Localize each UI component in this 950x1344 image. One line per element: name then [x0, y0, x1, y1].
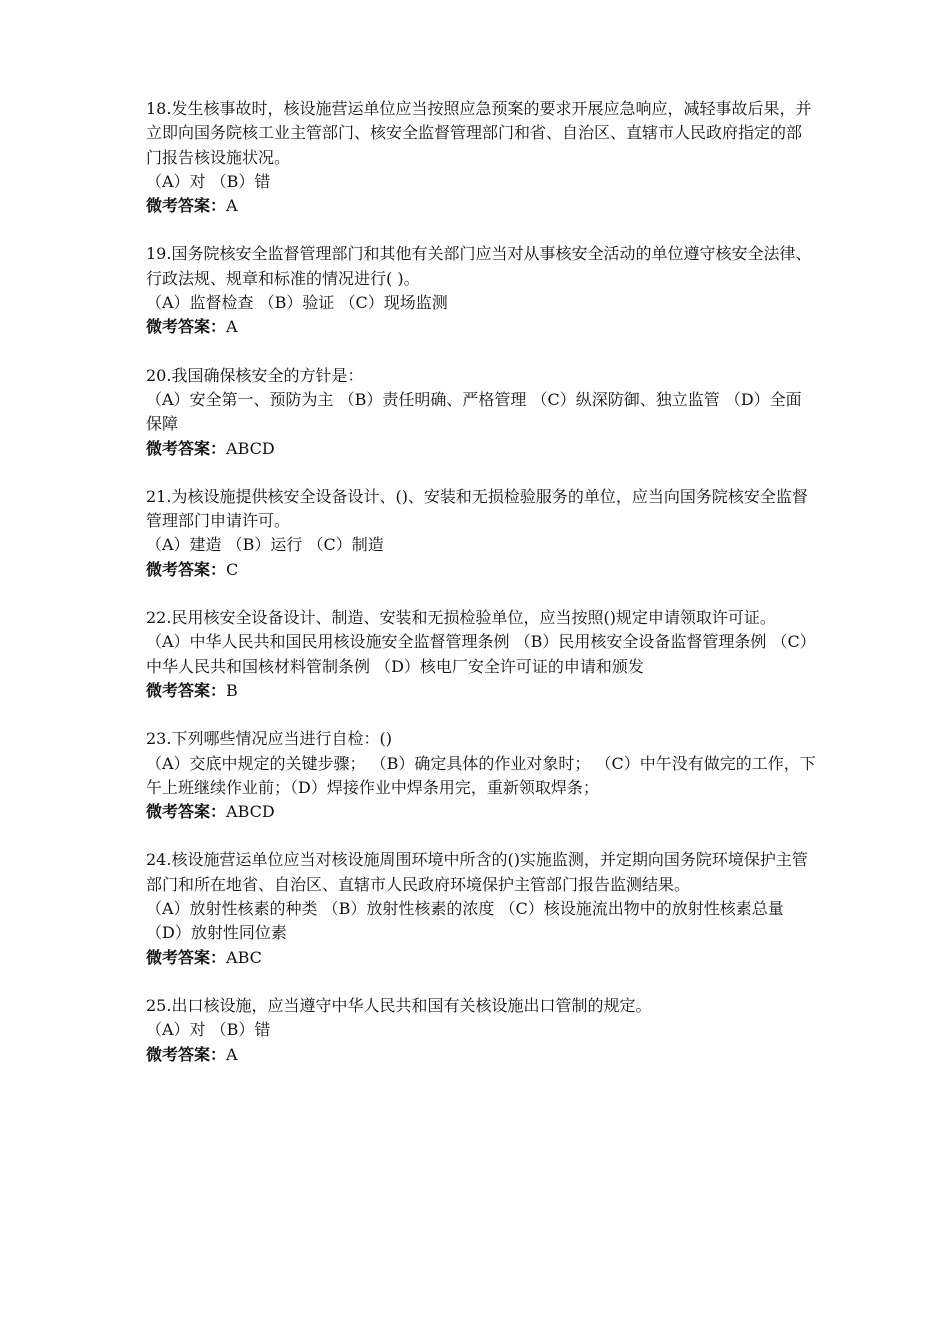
- answer-line: [146, 194, 816, 218]
- answer-label: 微考答案：: [146, 317, 227, 337]
- question-options: （A）安全第一、预防为主 （B）责任明确、严格管理 （C）纵深防御、独立监管 （D）全面保障: [146, 389, 802, 434]
- question-25: [146, 994, 816, 1067]
- answer-label: 微考答案：: [146, 680, 227, 700]
- question-text: 25.出口核设施，应当遵守中华人民共和国有关核设施出口管制的规定。: [146, 995, 652, 1015]
- answer-line: [146, 437, 816, 461]
- question-24: [146, 848, 816, 969]
- question-text: 23.下列哪些情况应当进行自检：(): [146, 729, 392, 749]
- question-options: （A）建造 （B）运行 （C）制造: [146, 535, 384, 555]
- answer-line: [146, 679, 816, 703]
- answer-value: B: [226, 680, 238, 700]
- question-options: （A）中华人民共和国民用核设施安全监督管理条例 （B）民用核安全设备监督管理条例 （C）中华人民共和国核材料管制条例 （D）核电厂安全许可证的申请和颁发: [146, 632, 816, 676]
- question-23: [146, 727, 816, 824]
- answer-value: A: [226, 1044, 238, 1064]
- answer-value: A: [226, 317, 238, 337]
- question-text: 24.核设施营运单位应当对核设施周围环境中所含的()实施监测，并定期向国务院环境保护主管部门和所在地省、自治区、直辖市人民政府环境保护主管部门报告监测结果。: [146, 850, 808, 894]
- answer-line: [146, 946, 816, 970]
- question-options: （A）对 （B）错: [146, 1020, 271, 1040]
- question-options: （A）监督检查 （B）验证 （C）现场监测: [146, 293, 448, 313]
- answer-value: ABC: [226, 947, 262, 967]
- question-options: （A）交底中规定的关键步骤； （B）确定具体的作业对象时； （C）中午没有做完的工作，下午上班继续作业前；（D）焊接作业中焊条用完，重新领取焊条；: [146, 753, 816, 797]
- question-19: [146, 242, 816, 339]
- answer-label: 微考答案：: [146, 802, 227, 822]
- answer-label: 微考答案：: [146, 196, 227, 216]
- answer-label: 微考答案：: [146, 1044, 227, 1064]
- question-text: 20.我国确保核安全的方针是：: [146, 365, 364, 385]
- answer-value: ABCD: [226, 802, 275, 822]
- question-options: （A）对 （B）错: [146, 171, 271, 191]
- answer-line: [146, 1043, 816, 1067]
- question-text: 22.民用核安全设备设计、制造、安装和无损检验单位，应当按照()规定申请领取许可证。: [146, 608, 776, 628]
- answer-label: 微考答案：: [146, 947, 227, 967]
- answer-value: C: [226, 559, 239, 579]
- question-text: 19.国务院核安全监督管理部门和其他有关部门应当对从事核安全活动的单位遵守核安全法律、行政法规、规章和标准的情况进行( )。: [146, 244, 812, 288]
- question-18: [146, 97, 816, 218]
- question-22: [146, 606, 816, 703]
- answer-line: [146, 315, 816, 339]
- answer-label: 微考答案：: [146, 438, 227, 458]
- question-options: （A）放射性核素的种类 （B）放射性核素的浓度 （C）核设施流出物中的放射性核素总量 （D）放射性同位素: [146, 899, 784, 943]
- question-text: 18.发生核事故时，核设施营运单位应当按照应急预案的要求开展应急响应，减轻事故后果，并立即向国务院核工业主管部门、核安全监督管理部门和省、自治区、直辖市人民政府指定的部门报告核设施状况。: [146, 99, 812, 167]
- answer-value: ABCD: [226, 438, 275, 458]
- question-text: 21.为核设施提供核安全设备设计、()、安装和无损检验服务的单位，应当向国务院核安全监督管理部门申请许可。: [146, 486, 808, 531]
- document-page: [146, 97, 816, 1091]
- answer-label: 微考答案：: [146, 559, 227, 579]
- answer-line: [146, 800, 816, 824]
- question-21: [146, 485, 816, 582]
- answer-value: A: [226, 196, 238, 216]
- question-20: [146, 364, 816, 461]
- answer-line: [146, 558, 816, 582]
